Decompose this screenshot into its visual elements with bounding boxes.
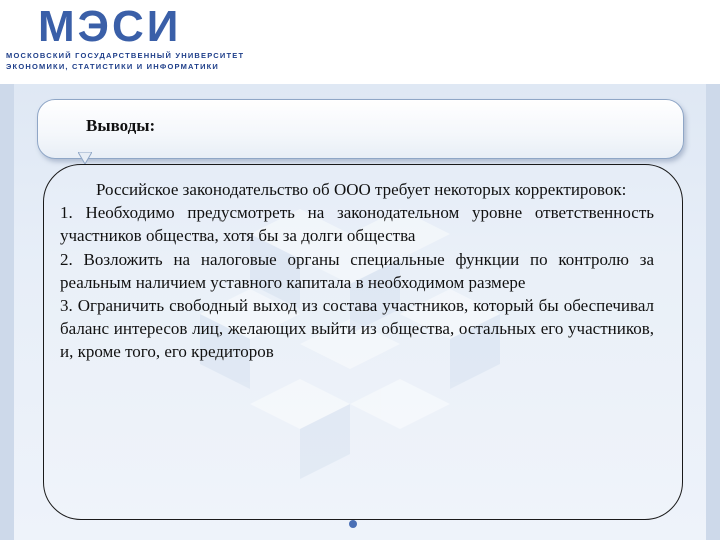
conclusion-item-1: 1. Необходимо предусмотреть на законодательном уровне ответственность участников общества, хотя бы за долги общества — [60, 203, 654, 246]
logo-subtitle-line2: ЭКОНОМИКИ, СТАТИСТИКИ И ИНФОРМАТИКИ — [6, 62, 220, 71]
logo-subtitle-line1: МОСКОВСКИЙ ГОСУДАРСТВЕННЫЙ УНИВЕРСИТЕТ — [6, 51, 245, 60]
logo-mark: МЭСИ — [38, 2, 182, 51]
decorative-dot — [349, 520, 357, 528]
header — [0, 0, 720, 84]
slide-title: Выводы: — [86, 116, 156, 135]
intro-paragraph: Российское законодательство об ООО требует некоторых корректировок: — [96, 180, 627, 199]
title-box — [37, 99, 684, 159]
conclusion-item-3: 3. Ограничить свободный выход из состава участников, который бы обеспечивал баланс интересов лиц, желающих выйти из общества, остальных его участников, и, кроме того, его кредиторов — [60, 296, 654, 362]
content-text — [60, 178, 654, 364]
conclusion-item-2: 2. Возложить на налоговые органы специальные функции по контролю за реальным наличием уставного капитала в необходимом размере — [60, 249, 654, 292]
